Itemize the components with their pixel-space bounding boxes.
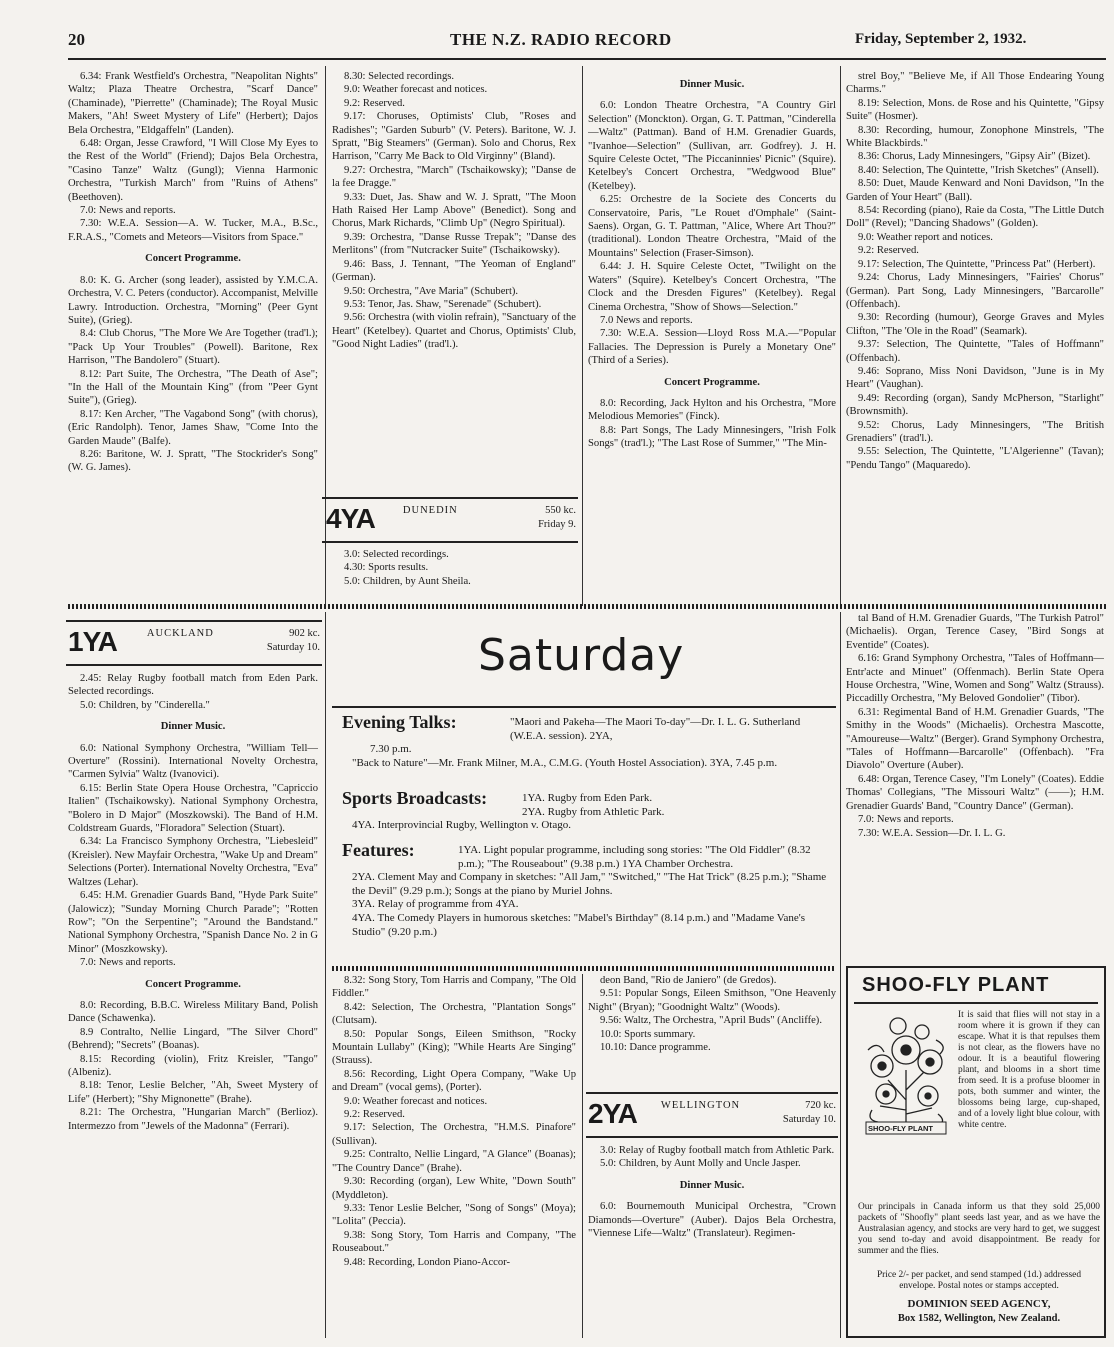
evening-talk-2: "Back to Nature"—Mr. Frank Milner, M.A., C.M.G. (Youth Hostel Association). 3YA, 7.45 p.m. — [352, 756, 778, 769]
programme-entry: 9.27: Orchestra, "March" (Tschaikowsky); "Danse de la fee Dragge." — [332, 164, 576, 190]
programme-entry: 7.30: W.E.A. Session—Dr. I. L. G. — [858, 827, 1006, 839]
sports-1: 1YA. Rugby from Eden Park. — [522, 792, 653, 804]
programme-entry: 8.8: Part Songs, The Lady Minnesingers, "Irish Folk Songs" (trad'l.); "The Last Rose of Summer," "The Min- — [588, 424, 836, 450]
features — [342, 840, 832, 939]
evening-talks-label: Evening Talks: — [342, 712, 457, 732]
features-label: Features: — [342, 840, 415, 860]
programme-entry: 9.37: Selection, The Quintette, "Tales of Hoffmann" (Offenbach). — [846, 339, 1104, 364]
programme-entry: 9.0: Weather report and notices. — [858, 231, 993, 243]
feature-2: 2YA. Clement May and Company in sketches: "All Jam," "Switched," "The Hat Trick" (8.25 p.m.); "Shame the Devil" (9.29 p.m.); Songs at the piano by Muriel Johns. — [352, 871, 827, 897]
bottom-column-4 — [846, 612, 1104, 960]
programme-entry: 8.15: Recording (violin), Fritz Kreisler, "Tango" (Albeniz). — [68, 1053, 318, 1078]
top-column-4 — [846, 70, 1104, 600]
programme-entry: 7.0: News and reports. — [80, 205, 176, 217]
programme-entry: 6.31: Regimental Band of H.M. Grenadier Guards, "The Smithy in the Woods" (Michaelis). Orchestra Mascotte, "Amoureuse—Waltz" (Berger). Grand Symphony Orchestra, "Tales of Hoffmann—Barcarolle" (Offenbach). "Fra Diavolo" Overture (Auber). — [846, 706, 1104, 772]
programme-entry: 8.0: K. G. Archer (song leader), assisted by Y.M.C.A. Orchestra, V. C. Peters (conductor). Accompanist, Melville Lawry. Introduction. Orchestra, "Morning" (Peer Gynt Suite), (Grieg). — [68, 274, 318, 326]
top-column-3 — [588, 70, 836, 600]
programme-entry: 7.30: W.E.A. Session—A. W. Tucker, M.A., B.Sc., F.R.A.S., "Comets and Meteors—Visitors from Space." — [68, 218, 318, 243]
programme-entry: 8.50: Popular Songs, Eileen Smithson, "Rocky Mountain Lullaby" (King); "While Hearts Are Singing" (Strauss). — [332, 1028, 576, 1067]
station-name: AUCKLAND — [146, 628, 214, 639]
column-rule — [840, 66, 841, 606]
bottom-column-2 — [332, 974, 576, 1337]
programme-entry: 6.0: Bournemouth Municipal Orchestra, "Crown Diamonds—Overture" (Auber). Dajos Bela Orchestra, "Viennese Life—Waltz" (Translateur). Regimen- — [588, 1201, 836, 1240]
day-heading: Saturday — [478, 630, 685, 681]
station-call-sign: 4YA — [326, 503, 375, 534]
programme-entry: tal Band of H.M. Grenadier Guards, "The Turkish Patrol" (Michaelis). Organ, Terence Casey, "Bird Songs at Eventide" (Coates). — [846, 613, 1104, 651]
issue-date: Friday, September 2, 1932. — [855, 31, 1027, 47]
page-number: 20 — [68, 30, 85, 49]
programme-entry: 8.30: Recording, humour, Zonophone Minstrels, "The White Blackbirds." — [846, 124, 1104, 150]
programme-entry: 9.56: Waltz, The Orchestra, "April Buds" (Ancliffe). — [600, 1015, 822, 1027]
programme-entry: 9.17: Choruses, Optimists' Club, "Roses and Radishes"; "Garden Suburb" (V. Peters). Baritone, W. J. Spratt, "Big Steamers" (German). Solo and Chorus, Rex Harrison, "Carry Me Back to Old Virginny" (Bland). — [332, 111, 576, 163]
programme-entry: 7.30: W.E.A. Session—Lloyd Ross M.A.—"Popular Fallacies. The Depression is Purely a Monetary One" (Third of a Series). — [588, 328, 836, 367]
station-frequency: 902 kc. Saturday 10. — [266, 628, 320, 653]
sports-2: 2YA. Rugby from Athletic Park. — [522, 805, 665, 818]
programme-entry: 8.18: Tenor, Leslie Belcher, "Ah, Sweet Mystery of Life" (Herbert); "Shy Mignonette" (Brahe). — [68, 1080, 318, 1105]
header-rule — [68, 58, 1106, 60]
programme-entry: strel Boy," "Believe Me, if All Those Endearing Young Charms." — [846, 71, 1104, 96]
sports-label: Sports Broadcasts: — [342, 788, 488, 808]
programme-entry: 6.34: Frank Westfield's Orchestra, "Neapolitan Nights" Waltz; Plaza Theatre Orchestra, "Scarf Dance" (Chaminade), "Pierrette" (Chaminade); The Royal Music Makers, "Ah! Sweet Mystery of Life" (Herbert); Dajos Bela Orchestra, "Eldgaffeln" (Landen). — [68, 71, 318, 136]
programme-entry: 9.53: Tenor, Jas. Shaw, "Serenade" (Schubert). — [344, 298, 542, 310]
programme-entry: 9.0: Weather forecast and notices. — [344, 84, 488, 96]
programme-entry: 6.48: Organ, Jesse Crawford, "I Will Close My Eyes to the Rest of the World" (Friend); Dajos Bela Orchestra, "Casino Tanze" Waltz (Gungl); Vienna Harmonic Orchestra, "Turkish March" from "Ruins of Athens" (Beethoven). — [68, 138, 318, 203]
section-divider — [332, 966, 836, 971]
station-call-sign: 2YA — [588, 1098, 637, 1129]
programme-entry: 6.45: H.M. Grenadier Guards Band, "Hyde Park Suite" (Jalowicz); "Sunday Morning Church Parade"; "Rotten Row"; "On the Serpentine"; "Around the Bandstand." National Symphony Orchestra, "Spanish Dance No. 2 in G Minor" (Moszkowsky). — [68, 890, 318, 955]
station-frequency: 720 kc. Saturday 10. — [782, 1100, 836, 1125]
programme-entry: 7.0: News and reports. — [858, 814, 954, 826]
programme-entry: 8.54: Recording (piano), Raie da Costa, "The Little Dutch Doll" (Revel); "Dancing Shadows" (Golden). — [846, 205, 1104, 230]
evening-talks — [342, 712, 832, 770]
programme-entry: 8.30: Selected recordings. — [344, 71, 455, 82]
ad-price-text: Price 2/- per packet, and send stamped (1d.) addressed envelope. Postal notes or stamps accepted. — [876, 1270, 1082, 1291]
column-rule — [325, 612, 326, 1338]
feature-1: 1YA. Light popular programme, including song stories: "The Old Fiddler" (8.32 p.m.); "The Rouseabout" (9.38 p.m.) 1YA Chamber Orchestra. — [458, 844, 811, 870]
programme-entry: 8.4: Club Chorus, "The More We Are Together (trad'l.); "Pack Up Your Troubles" (Powell). Baritone, Rex Harrison, "The Bandolero" (Stuart). — [68, 328, 318, 367]
bottom-column-1 — [68, 672, 318, 1337]
programme-entry: 8.42: Selection, The Orchestra, "Plantation Songs" (Clutsam). — [332, 1001, 576, 1027]
programme-entry: 8.56: Recording, Light Opera Company, "Wake Up and Dream" (vocal gems), (Porter). — [332, 1068, 576, 1094]
programme-entry: 3.0: Selected recordings. — [344, 549, 449, 560]
section-heading: Concert Programme. — [664, 376, 760, 388]
programme-entry: 9.25: Contralto, Nellie Lingard, "A Glance" (Boanas); "The Country Dance" (Brahe). — [332, 1149, 576, 1174]
programme-entry: 8.0: Recording, B.B.C. Wireless Military Band, Polish Dance (Schawenka). — [68, 999, 318, 1025]
station-name: WELLINGTON — [660, 1100, 741, 1111]
section-divider — [68, 604, 1106, 609]
programme-entry: 9.2: Reserved. — [344, 1109, 405, 1121]
bottom-column-3 — [588, 974, 836, 1086]
programme-entry: 8.36: Chorus, Lady Minnesingers, "Gipsy Air" (Bizet). — [858, 151, 1091, 163]
section-heading: Concert Programme. — [145, 978, 241, 990]
ad-address: Box 1582, Wellington, New Zealand. — [897, 1313, 1061, 1324]
programme-entry: 6.25: Orchestre de la Societe des Concerts du Conservatoire, Paris, "Le Rouet d'Omphale" (Saint-Saens). Organ, G. T. Pattman, "Alice, Where Art Thou?" (traditional). London Theatre Orchestra, "Maid of the Mountains" Selection (Fraser-Simson). — [588, 194, 836, 259]
column-rule — [840, 612, 841, 1338]
programme-entry: 9.2: Reserved. — [344, 97, 405, 109]
programme-entry: 9.50: Orchestra, "Ave Maria" (Schubert). — [344, 285, 519, 297]
programme-entry: 6.0: London Theatre Orchestra, "A Country Girl Selection" (Monckton). Organ, G. T. Pattman, "Cinderella—Waltz" (Pattman). Band of H.M. Grenadier Guards, "Ivanhoe—Selection" (Sullivan, arr. Godfrey). J. H. Squire Celeste Octet, "The Piccaninnies' Picnic" (Squire). Ketelbey's Concert Orchestra, "Wedgwood Blue" (Ketelbey). — [588, 100, 836, 192]
programme-entry: 9.38: Song Story, Tom Harris and Company, "The Rouseabout." — [332, 1229, 576, 1255]
programme-entry: 9.0: Weather forecast and notices. — [344, 1095, 488, 1107]
bottom-column-3b — [588, 1144, 836, 1337]
programme-entry: 9.46: Bass, J. Tennant, "The Yeoman of England" (German). — [332, 258, 576, 284]
evening-talk-1: "Maori and Pakeha—The Maori To-day"—Dr. I. L. G. Sutherland (W.E.A. session). 2YA, — [510, 716, 801, 742]
programme-entry: 5.0: Children, by Aunt Sheila. — [344, 575, 471, 587]
top-column-2b — [332, 548, 576, 598]
top-column-2 — [332, 70, 576, 490]
station-4ya-banner — [322, 497, 578, 543]
programme-entry: 8.0: Recording, Jack Hylton and his Orchestra, "More Melodious Memories" (Finck). — [588, 397, 836, 423]
programme-entry: 8.26: Baritone, W. J. Spratt, "The Stockrider's Song" (W. G. James). — [68, 448, 318, 474]
programme-entry: 6.44: J. H. Squire Celeste Octet, "Twilight on the Waters" (Squire). Ketelbey's Concert Orchestra, "The Clock and the Dresden Figures" (Ketelbey). Regal Cinema Orchestra, "Show of Shows—Selection." — [588, 261, 836, 313]
programme-entry: 6.15: Berlin State Opera House Orchestra, "Capriccio Italien" (Tschaikowsky). National Symphony Orchestra, "Bolero in D Major" (Moszkowski). The Band of H.M. Coldstream Guards, "Floradora" Selection (Stuart). — [68, 782, 318, 835]
programme-entry: 9.17: Selection, The Quintette, "Princess Pat" (Herbert). — [858, 258, 1096, 270]
ad-body-text: It is said that flies will not stay in a room where it is grown if they can escape. What it is that repulses them is not clear, as the flowers have no odour. It is a beautiful flowering plant, and blooms in a short time from seed. It is a profuse bloomer in pots, both summer and winter, the blossoms being large, cup-shaped, and of a lovely light blue colour, with white centre. — [958, 1010, 1100, 1130]
feature-4: 4YA. The Comedy Players in humorous sketches: "Mabel's Birthday" (8.14 p.m.) and "Madame Vane's Studio" (9.20 p.m.) — [352, 911, 805, 938]
ad-offer-text: Our principals in Canada inform us that they sold 25,000 packets of "Shoofly" plant seeds last year, and as we have the Australasian agency, and stocks are very hard to get, we suggest you send to-day and avoid disappointment. Be ready for summer and the flies. — [858, 1202, 1100, 1256]
programme-entry: 9.39: Orchestra, "Danse Russe Trepak"; "Danse des Merlitons" (from "Nutcracker Suite" (Tschaikowsky). — [332, 231, 576, 257]
programme-entry: 10.0: Sports summary. — [600, 1028, 696, 1040]
programme-entry: 6.16: Grand Symphony Orchestra, "Tales of Hoffmann—Entr'acte and Minuet" (Offenmach). Berlin State Opera House Orchestra, "Wine, Women and Song" Waltz (Strauss). Piccadilly Orchestra, "My Beloved Gondolier" (Tibor). — [846, 653, 1104, 705]
column-rule — [582, 974, 583, 1338]
programme-entry: 9.33: Duet, Jas. Shaw and W. J. Spratt, "The Moon Hath Raised Her Lamp Above" (Benedict). Song and Chorus, Mark Richards, "Climb Up" (Negro Spiritual). — [332, 191, 576, 230]
section-heading: Dinner Music. — [160, 721, 226, 733]
station-2ya-banner — [586, 1092, 838, 1138]
section-heading: Concert Programme. — [145, 253, 241, 265]
station-call-sign: 1YA — [68, 626, 117, 657]
programme-entry: 9.49: Recording (organ), Sandy McPherson, "Starlight" (Brownsmith). — [846, 392, 1104, 418]
programme-entry: 8.12: Part Suite, The Orchestra, "The Death of Ase"; "In the Hall of the Mountain King" (from "Peer Gynt Suite"), (Grieg). — [68, 368, 318, 407]
programme-entry: 7.0: News and reports. — [80, 957, 176, 969]
sports-3: 4YA. Interprovincial Rugby, Wellington v. Otago. — [352, 819, 571, 832]
section-heading: Dinner Music. — [679, 79, 745, 90]
programme-entry: 9.33: Tenor Leslie Belcher, "Song of Songs" (Moya); "Lolita" (Peccia). — [332, 1202, 576, 1228]
programme-entry: 9.46: Soprano, Miss Noni Davidson, "June is in My Heart" (Vaughan). — [846, 365, 1104, 391]
programme-entry: 9.48: Recording, London Piano-Accor- — [344, 1256, 511, 1268]
programme-entry: 10.10: Dance programme. — [600, 1042, 711, 1054]
highlights-box — [332, 706, 836, 964]
section-heading: Dinner Music. — [679, 1179, 745, 1191]
feature-3: 3YA. Relay of programme from 4YA. — [352, 898, 519, 911]
programme-entry: 8.19: Selection, Mons. de Rose and his Quintette, "Gipsy Suite" (Hosmer). — [846, 97, 1104, 123]
programme-entry: 6.34: La Francisco Symphony Orchestra, "Liebesleid" (Kreisler). New Mayfair Orchestra, "Wake Up and Dream" Selections (Porter). International Novelty Orchestra, "Eva" Waltzes (Lehar). — [68, 836, 318, 888]
column-rule — [582, 66, 583, 606]
programme-entry: 9.30: Recording (humour), George Graves and Myles Clifton, "The 'Ole in the Road" (Seamark). — [846, 312, 1104, 337]
programme-entry: 9.30: Recording (organ), Lew White, "Down South" (Myddleton). — [332, 1176, 576, 1201]
programme-entry: deon Band, "Rio de Janiero" (de Gredos). — [600, 975, 777, 986]
programme-entry: 9.17: Selection, The Orchestra, "H.M.S. Pinafore" (Sullivan). — [332, 1122, 576, 1147]
masthead-title: THE N.Z. RADIO RECORD — [450, 30, 672, 49]
programme-entry: 3.0: Relay of Rugby football match from Athletic Park. — [600, 1145, 835, 1156]
station-1ya-banner — [66, 620, 322, 666]
station-name: DUNEDIN — [402, 505, 458, 516]
programme-entry: 9.2: Reserved. — [858, 245, 919, 257]
programme-entry: 8.17: Ken Archer, "The Vagabond Song" (with chorus), (Eric Randolph). Tenor, James Shaw, "Come Into the Garden Maude" (Balfe). — [68, 408, 318, 447]
evening-talk-time: 7.30 p.m. — [370, 743, 412, 756]
flower-illustration-icon — [858, 1010, 954, 1138]
programme-entry: 9.56: Orchestra (with violin refrain), "Sanctuary of the Heart" (Ketelbey). Quartet and Chorus, Optimists' Club, "Good Night Ladies" (trad'l.). — [332, 312, 576, 351]
programme-entry: 6.0: National Symphony Orchestra, "William Tell—Overture" (Rossini). International Novelty Orchestra, "Carmen Sylvia" Waltz (Ivanovici). — [68, 742, 318, 781]
programme-entry: 5.0: Children, by "Cinderella." — [80, 699, 210, 711]
programme-entry: 2.45: Relay Rugby football match from Eden Park. Selected recordings. — [68, 673, 318, 698]
programme-entry: 4.30: Sports results. — [344, 562, 429, 574]
shoo-fly-advertisement — [846, 966, 1106, 1338]
top-column-1 — [68, 70, 318, 600]
programme-entry: 9.55: Selection, The Quintette, "L'Algerienne" (Tavan); "Pendu Tango" (Maquaredo). — [846, 446, 1104, 471]
programme-entry: 8.50: Duet, Maude Kenward and Noni Davidson, "In the Garden of Your Heart" (Ball). — [846, 178, 1104, 203]
ad-rule — [854, 1002, 1098, 1004]
programme-entry: 8.21: The Orchestra, "Hungarian March" (Berlioz). Intermezzo from "Jewels of the Madonna" (Ferrari). — [68, 1107, 318, 1132]
programme-entry: 8.32: Song Story, Tom Harris and Company, "The Old Fiddler." — [332, 975, 576, 1000]
programme-entry: 7.0 News and reports. — [600, 314, 693, 326]
programme-entry: 8.9 Contralto, Nellie Lingard, "The Silver Chord" (Behrend); "Secrets" (Boanas). — [68, 1026, 318, 1052]
ad-title: SHOO-FLY PLANT — [862, 974, 1050, 996]
programme-entry: 5.0: Children, by Aunt Molly and Uncle Jasper. — [600, 1158, 801, 1170]
programme-entry: 9.52: Chorus, Lady Minnesingers, "The British Grenadiers" (trad'l.). — [846, 419, 1104, 444]
programme-entry: 6.48: Organ, Terence Casey, "I'm Lonely" (Coates). Eddie Thomas' Collegians, "The Missouri Waltz" (——); H.M. Grenadier Guards' Band, "Country Dance" (German). — [846, 773, 1104, 812]
station-frequency: 550 kc. Friday 9. — [538, 505, 576, 530]
programme-entry: 8.40: Selection, The Quintette, "Irish Sketches" (Ansell). — [858, 164, 1099, 176]
ad-image-label: SHOO-FLY PLANT — [868, 1124, 934, 1133]
ad-company: DOMINION SEED AGENCY, — [907, 1298, 1051, 1310]
programme-entry: 9.24: Chorus, Lady Minnesingers, "Fairies' Chorus" (German). Part Song, Lady Minnesingers, "Barcarolle" (Offenbach). — [846, 272, 1104, 310]
sports-broadcasts — [342, 788, 832, 833]
programme-entry: 9.51: Popular Songs, Eileen Smithson, "One Heavenly Night" (Bryan); "Goodnight Waltz" (Woods). — [588, 988, 836, 1013]
